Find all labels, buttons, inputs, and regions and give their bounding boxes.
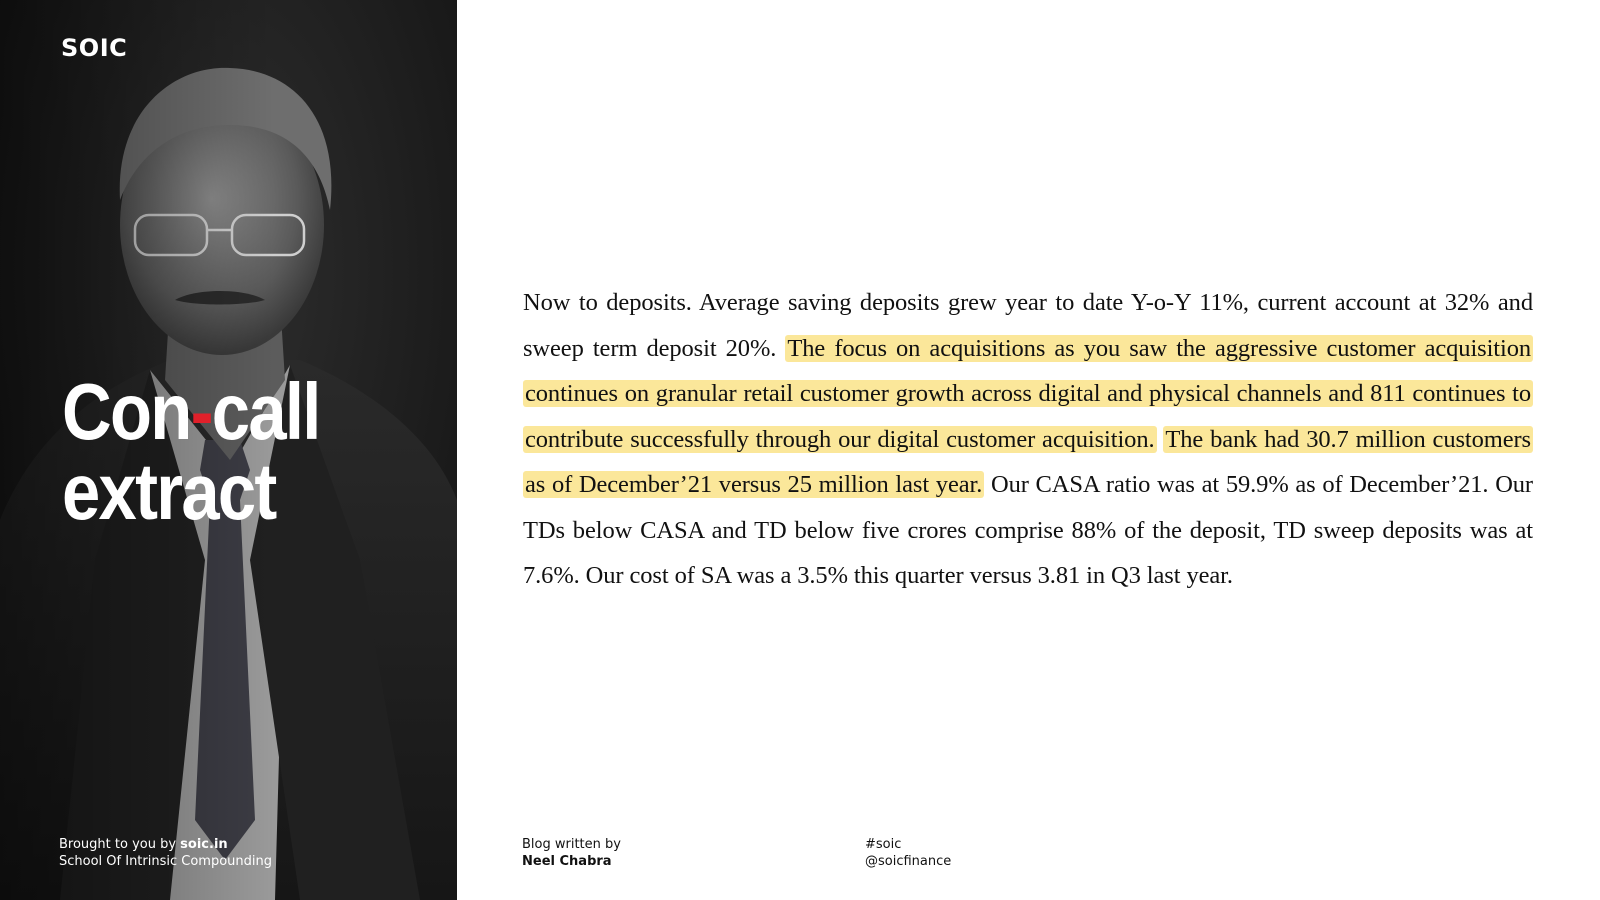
body-text: Now to deposits. Average saving deposits grew year to date Y-o-Y 11%, current account at 32% and sweep term deposit 20%. [523, 289, 1533, 362]
title-line-2: extract [62, 447, 276, 536]
page-title [62, 367, 320, 536]
title-accent-dash: - [190, 367, 212, 456]
social-handle: @soicfinance [865, 854, 952, 869]
cover-panel [0, 0, 457, 900]
author-label: Blog written by [522, 837, 621, 852]
social-block [865, 836, 951, 870]
credit-block [59, 836, 272, 870]
body-text: Our CASA ratio was at 59.9% as of December’21. Our TDs below CASA and TD below five crores comprise 88% of the deposit, TD sweep deposits was at 7.6%. Our cost of SA was a 3.5% this quarter versus 3.81 in Q3 last year. [523, 471, 1533, 589]
hashtag: #soic [865, 837, 902, 852]
title-line-1: Con-call [62, 367, 320, 456]
credit-site: soic.in [180, 837, 228, 852]
transcript-extract [523, 280, 1533, 599]
author-name: Neel Chabra [522, 854, 612, 869]
highlighted-text: The bank had 30.7 million customers as of December’21 versus 25 million last year. [525, 425, 1531, 498]
soic-logo: SOIC [61, 34, 128, 62]
credit-org: School Of Intrinsic Compounding [59, 854, 272, 869]
credit-line: Brought to you by soic.in [59, 837, 228, 852]
highlighted-text: The focus on acquisitions as you saw the aggressive customer acquisition continues on granular retail customer growth across digital and physical channels and 811 continues to contribute successfully through our digital customer acquisition. [525, 334, 1532, 453]
author-block [522, 836, 621, 870]
